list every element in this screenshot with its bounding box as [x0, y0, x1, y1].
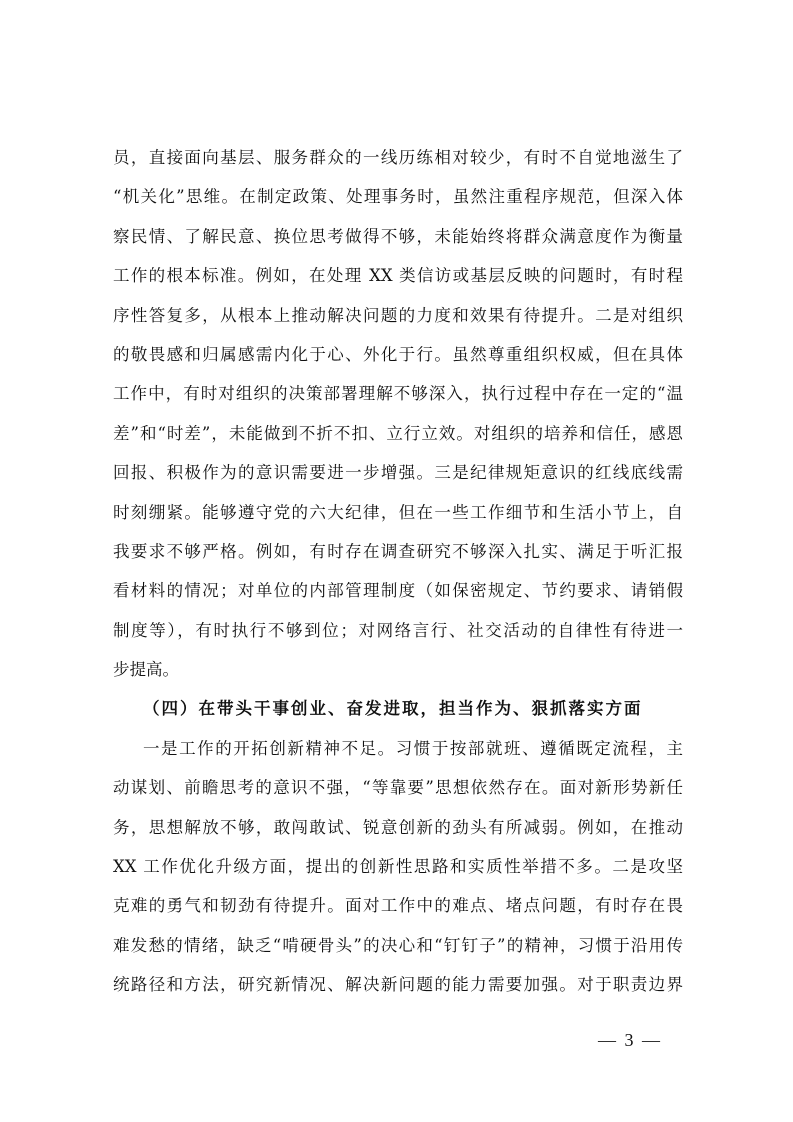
paragraph-line: 动谋划、前瞻思考的意识不强，“等靠要”思想依然存在。面对新形势新任 [113, 778, 683, 798]
paragraph-line: 克难的勇气和韧劲有待提升。面对工作中的难点、堵点问题，有时存在畏 [113, 896, 683, 916]
paragraph-line: 务，思想解放不够，敢闯敢试、锐意创新的劲头有所减弱。例如，在推动 [113, 817, 683, 837]
paragraph-line: 我要求不够严格。例如，有时存在调查研究不够深入扎实、满足于听汇报 [113, 541, 683, 561]
paragraph-line: 回报、积极作为的意识需要进一步增强。三是纪律规矩意识的红线底线需 [113, 463, 683, 483]
paragraph-line: 序性答复多，从根本上推动解决问题的力度和效果有待提升。二是对组织 [113, 305, 683, 325]
paragraph-line: 一是工作的开拓创新精神不足。习惯于按部就班、遵循既定流程，主 [143, 738, 683, 758]
paragraph-line: “机关化”思维。在制定政策、处理事务时，虽然注重程序规范，但深入体 [113, 187, 683, 207]
paragraph-line: 差”和“时差”，未能做到不折不扣、立行立效。对组织的培养和信任，感恩 [113, 423, 683, 443]
paragraph-line: 难发愁的情绪，缺乏“啃硬骨头”的决心和“钉钉子”的精神，习惯于沿用传 [113, 935, 683, 955]
paragraph-line: 步提高。 [113, 660, 179, 680]
paragraph-line: 察民情、了解民意、换位思考做得不够，未能始终将群众满意度作为衡量 [113, 226, 683, 246]
paragraph-line: XX 工作优化升级方面，提出的创新性思路和实质性举措不多。二是攻坚 [113, 857, 683, 877]
paragraph-2 [113, 729, 683, 1005]
paragraph-line: 工作中，有时对组织的决策部署理解不够深入，执行过程中存在一定的“温 [113, 384, 683, 404]
paragraph-line: 工作的根本标准。例如，在处理 XX 类信访或基层反映的问题时，有时程 [113, 266, 683, 286]
paragraph-line: 统路径和方法，研究新情况、解决新问题的能力需要加强。对于职责边界 [113, 975, 683, 995]
paragraph-line: 的敬畏感和归属感需内化于心、外化于行。虽然尊重组织权威，但在具体 [113, 344, 683, 364]
paragraph-1 [113, 138, 683, 689]
page-number: — 3 — [598, 1030, 662, 1050]
section-heading: （四）在带头干事创业、奋发进取，担当作为、狠抓落实方面 [143, 699, 643, 719]
paragraph-line: 制度等），有时执行不够到位；对网络言行、社交活动的自律性有待进一 [113, 620, 683, 640]
paragraph-line: 时刻绷紧。能够遵守党的六大纪律，但在一些工作细节和生活小节上，自 [113, 502, 683, 522]
paragraph-line: 看材料的情况；对单位的内部管理制度（如保密规定、节约要求、请销假 [113, 581, 683, 601]
paragraph-line: 员，直接面向基层、服务群众的一线历练相对较少，有时不自觉地滋生了 [113, 148, 683, 167]
body-text [113, 138, 683, 1005]
